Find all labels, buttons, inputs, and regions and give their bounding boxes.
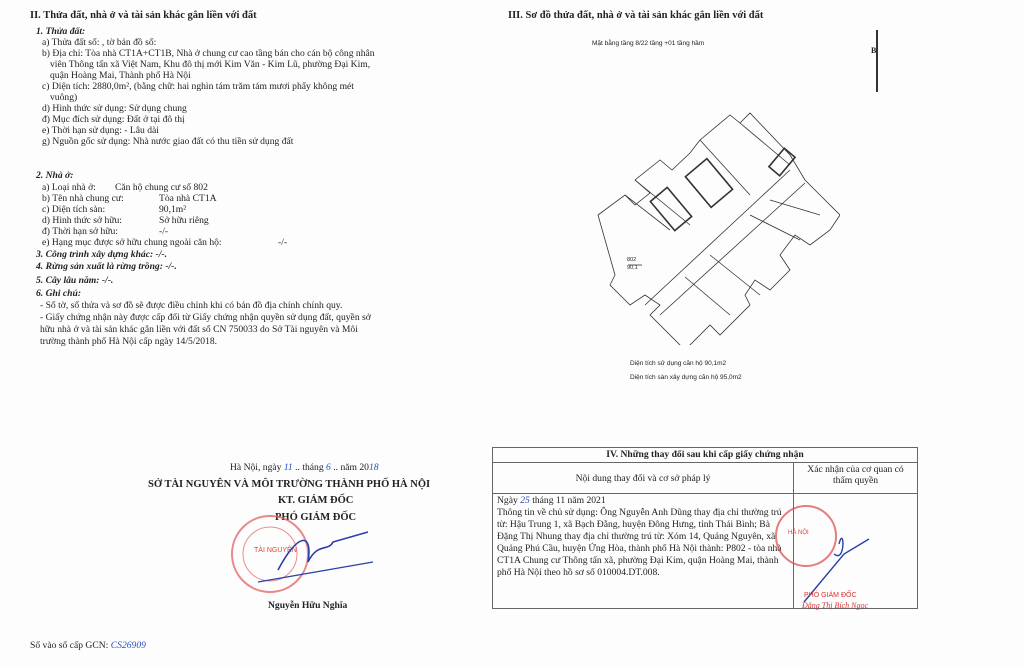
house-row-value: 90,1m² [159, 204, 187, 215]
land-origin: g) Nguồn gốc sử dụng: Nhà nước giao đất có thu tiền sử dụng đất [42, 136, 294, 147]
year-label: năm 20 [340, 462, 369, 473]
house-row-label: d) Hình thức sở hữu: [42, 215, 122, 226]
svg-text:TÀI NGUYÊN: TÀI NGUYÊN [254, 547, 297, 554]
north-label: B [871, 46, 877, 55]
entry-date-rest: tháng 11 năm 2021 [532, 495, 606, 506]
house-row-label: b) Tên nhà chung cư: [42, 193, 124, 204]
plan-caption: Mặt bằng tầng 8/22 tầng +01 tầng hầm [592, 40, 705, 47]
land-heading: 1. Thửa đất: [36, 26, 86, 37]
confirmation-cell [788, 494, 918, 610]
note-line: - Giấy chứng nhận này được cấp đổi từ Giấy chứng nhận quyền sử dụng đất, quyền sở [40, 312, 371, 323]
other-construction: 3. Công trình xây dựng khác: -/-. [36, 249, 168, 260]
house-common-value: -/- [278, 237, 288, 248]
change-entry [493, 494, 794, 609]
forest: 4. Rừng sản xuất là rừng trồng: -/-. [36, 261, 177, 272]
confirmation-signer-name: Đặng Thị Bích Ngọc [802, 601, 868, 610]
land-use-term: e) Thời hạn sử dụng: - Lâu dài [42, 125, 159, 136]
land-use-form: d) Hình thức sử dụng: Sử dụng chung [42, 103, 187, 114]
floor-plan [590, 105, 840, 345]
land-address-1: b) Địa chỉ: Tòa nhà CT1A+CT1B, Nhà ở chung cư cao tầng bán cho cán bộ công nhân [42, 48, 375, 59]
svg-text:HÀ NỘI: HÀ NỘI [788, 530, 809, 536]
land-address-3: quận Hoàng Mai, Thành phố Hà Nội [50, 70, 191, 81]
land-address-2: viên Thông tấn xã Việt Nam, Khu đô thị mới Kim Văn - Kim Lũ, phường Đại Kim, [50, 59, 371, 70]
land-use-purpose: đ) Mục đích sử dụng: Đất ở tại đô thị [42, 114, 185, 125]
col-header-confirmation: Xác nhận của cơ quan có thẩm quyền [794, 463, 918, 494]
notes-heading: 6. Ghi chú: [36, 288, 82, 299]
signer-name: Nguyễn Hữu Nghĩa [268, 600, 348, 611]
kt-director: KT. GIÁM ĐỐC [278, 495, 354, 506]
section-ii-title: II. Thửa đất, nhà ở và tài sản khác gắn liền với đất [30, 10, 257, 21]
col-header-content: Nội dung thay đổi và cơ sở pháp lý [493, 463, 794, 494]
changes-table [492, 447, 918, 609]
north-arrow-icon [876, 30, 878, 92]
land-parcel: a) Thửa đất số: , tờ bản đồ số: [42, 37, 157, 48]
date-day: 11 [283, 462, 293, 473]
date-prefix: Hà Nội, ngày [230, 462, 282, 473]
agency-name: SỞ TÀI NGUYÊN VÀ MÔI TRƯỜNG THÀNH PHỐ HÀ NỘI [148, 479, 431, 490]
registry-number: CS26909 [110, 640, 146, 651]
house-row-value: -/- [159, 226, 169, 237]
entry-day: 25 [520, 495, 530, 506]
house-heading: 2. Nhà ở: [36, 170, 74, 181]
official-stamp-and-signature [228, 512, 378, 602]
usable-area: Diện tích sử dụng căn hộ 90,1m2 [630, 360, 727, 367]
unit-area: 90,1 [627, 265, 638, 271]
house-common-label: e) Hạng mục được sở hữu chung ngoài căn hộ: [42, 237, 222, 248]
date-month: 6 [326, 462, 331, 473]
unit-number: 802 [627, 257, 637, 263]
house-row-label: đ) Thời hạn sở hữu: [42, 226, 118, 237]
note-line: hữu nhà ở và tài sản khác gắn liền với đất số CN 750033 do Sở Tài nguyên và Môi [40, 324, 358, 335]
signature-date: Hà Nội, ngày 11 .. tháng 6 .. năm 2018 [230, 462, 379, 473]
changes-title: IV. Những thay đổi sau khi cấp giấy chứng nhận [493, 448, 918, 463]
house-row-label: c) Diện tích sàn: [42, 204, 106, 215]
entry-content: Thông tin về chủ sử dụng: Ông Nguyễn Anh Dũng thay địa chỉ thường trú từ: Hậu Trung 1, xã Bạch Đằng, huyện Đông Hưng, tỉnh Thái Bình; Bà Đặng Thị Nhung thay địa chỉ thường trú từ: Xóm 14, Quảng Nguyên, xã Quảng Phú Cầu, huyện Ứng Hòa, thành phố Hà Nội thành: P802 - tòa nhà CT1A Chung cư Thông tấn xã, phường Đại Kim, quận Hoàng Mai, thành phố Hà Nội theo hồ sơ số 010004.DT.008. [497, 507, 782, 578]
floor-area: Diện tích sàn xây dựng căn hộ 95,0m2 [630, 374, 742, 381]
house-row-value: Tòa nhà CT1A [159, 193, 217, 204]
confirmation-signer-title: PHÓ GIÁM ĐỐC [804, 592, 857, 599]
house-row-label: a) Loại nhà ở: [42, 182, 96, 193]
month-label: tháng [302, 462, 324, 473]
land-area-2: vuông) [50, 92, 78, 103]
registry [30, 640, 146, 651]
land-area-1: c) Diện tích: 2880,0m², (bằng chữ: hai nghìn tám trăm tám mươi phẩy không mét [42, 81, 354, 92]
house-row-value: Căn hộ chung cư số 802 [115, 182, 208, 193]
entry-date-prefix: Ngày [497, 495, 518, 506]
house-row-value: Sở hữu riêng [159, 215, 209, 226]
section-iii-title: III. Sơ đồ thửa đất, nhà ở và tài sản khác gắn liền với đất [508, 10, 764, 21]
registry-label: Số vào sổ cấp GCN: [30, 640, 109, 651]
date-year: 18 [368, 462, 379, 473]
note-line: - Số tờ, số thửa và sơ đồ sẽ được điều chỉnh khi có bản đồ địa chính chính quy. [40, 300, 343, 311]
note-line: trường thành phố Hà Nội cấp ngày 14/5/2018. [40, 336, 218, 347]
perennial: 5. Cây lâu năm: -/-. [36, 275, 114, 286]
deputy-director-title: PHÓ GIÁM ĐỐC [275, 512, 357, 523]
